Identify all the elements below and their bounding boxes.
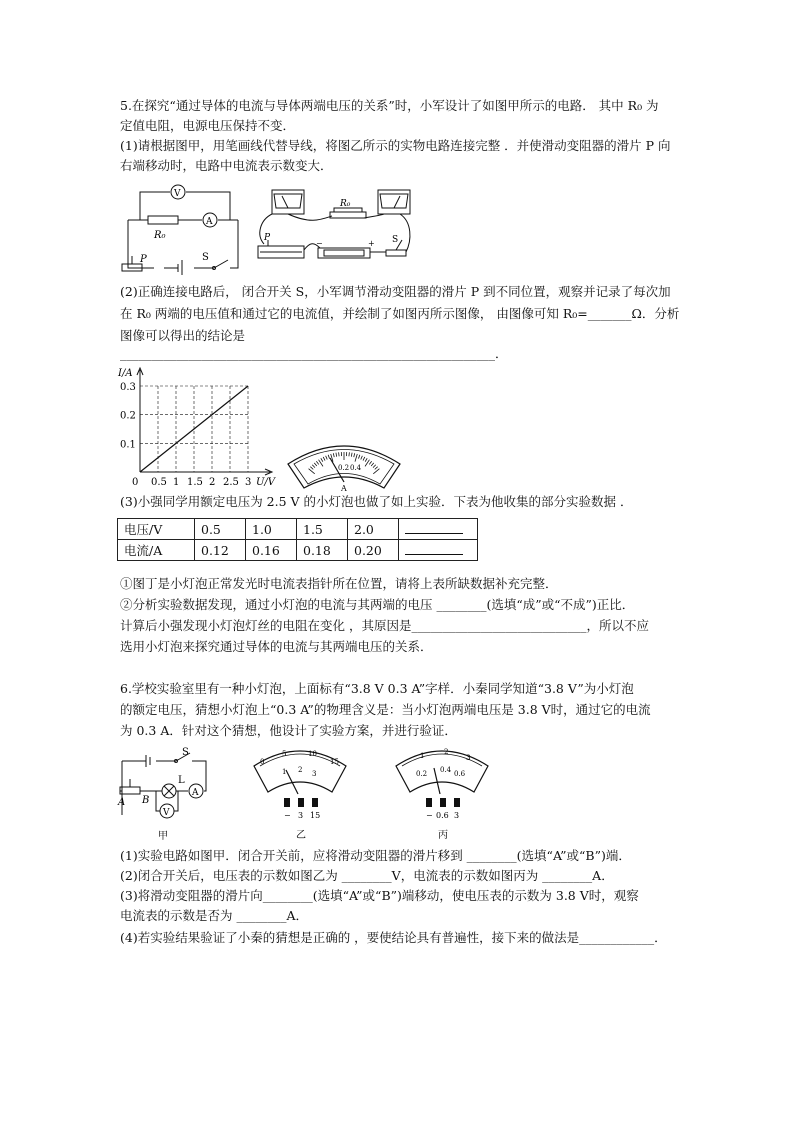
vm-key-1: −	[284, 811, 291, 820]
real-plus-label: +	[368, 239, 375, 248]
table-row-label: 电流/A	[118, 540, 195, 561]
q6-line-5: (2)闭合开关后，电压表的示数如图乙为 ________V，电流表的示数如图丙为 ________A．	[120, 868, 614, 883]
am-key-3: 3	[454, 811, 460, 820]
q6-circuit-l-label: L	[178, 775, 185, 786]
am-terminal-3	[454, 798, 460, 807]
circuit-p-label: P	[140, 254, 147, 265]
q5-line-7: 图像可以得出的结论是	[120, 328, 246, 343]
q6-line-8: (4)若实验结果验证了小秦的猜想是正确的 ，要使结论具有普遍性，接下来的做法是____________．	[120, 930, 667, 945]
am-key-2: 0.6	[436, 811, 449, 820]
table-row	[118, 540, 478, 561]
q6-circuit-v-label: V	[163, 808, 170, 818]
am-sub-2: 0.4	[440, 766, 452, 774]
table-cell: 1.0	[246, 519, 297, 540]
q5-iu-graph	[112, 364, 282, 488]
q6-line-6: (3)将滑动变阻器的滑片向________(选填“A”或“B”)端移动，使电压表的示数为 3.8 V时，观察	[120, 888, 639, 903]
graph-x-label: U/V	[256, 477, 276, 488]
am-terminal-2	[440, 798, 446, 807]
real-minus-label: −	[316, 239, 323, 248]
q6-circuit-a-label: A	[192, 788, 199, 798]
x-tick-label: 0.5	[151, 477, 167, 488]
q6-circuit-s-label: S	[182, 747, 189, 758]
q5-line-3: (1)请根据图甲，用笔画线代替导线，将图乙所示的实物电路连接完整 ．并使滑动变阻器的滑片 P 向	[120, 138, 671, 153]
circuit-a-label: A	[206, 217, 213, 227]
q6-circuit-caption: 甲	[158, 831, 168, 842]
table-cell: 0.16	[246, 540, 297, 561]
y-tick-label: 0.3	[120, 382, 136, 393]
q5-real-circuit	[250, 180, 420, 275]
q5-circuit-diagram	[118, 180, 248, 275]
q6-circuit-pa-label: A	[118, 797, 126, 808]
table-blank-cell[interactable]	[399, 540, 478, 561]
vm-sub-3: 3	[312, 770, 317, 778]
x-tick-label: 1	[173, 477, 180, 488]
vm-terminal-3	[312, 798, 318, 807]
real-r0-label: R₀	[340, 199, 351, 209]
circuit-v-label: V	[174, 189, 181, 199]
table-cell: 1.5	[297, 519, 348, 540]
q6-line-1: 6.学校实验室里有一种小灯泡，上面标有“3.8 V 0.3 A”字样．小秦同学知道“3.8 V”为小灯泡	[120, 681, 634, 696]
vm-tick-5: 5	[282, 750, 287, 758]
q5-data-table	[117, 518, 478, 561]
table-cell: 0.18	[297, 540, 348, 561]
real-p-label: P	[264, 233, 271, 243]
am-sub-1: 0.2	[416, 770, 428, 778]
table-cell: 2.0	[348, 519, 399, 540]
q5-line-13: 选用小灯泡来探究通过导体的电流与其两端电压的关系．	[120, 639, 433, 654]
vm-key-2: 3	[298, 811, 304, 820]
graph-y-label: I/A	[118, 368, 133, 379]
q6-circuit-diagram	[116, 743, 216, 845]
y-tick-label: 0.2	[120, 410, 136, 422]
x-tick-label: 1.5	[187, 477, 203, 488]
am-key-1: −	[426, 811, 433, 820]
q5-line-8: ____________________________________________________________．	[120, 346, 508, 361]
q5-line-9: (3)小强同学用额定电压为 2.5 V 的小灯泡也做了如上实验．下表为他收集的部分实验数据 ．	[120, 494, 633, 509]
x-tick-label: 3	[245, 477, 252, 488]
am-tick-1: 1	[420, 752, 425, 760]
table-cell: 0.20	[348, 540, 399, 561]
q5-line-5: (2)正确连接电路后， 闭合开关 S，小军调节滑动变阻器的滑片 P 到不同位置，观察并记录了每次加	[120, 284, 671, 299]
q6-circuit-pb-label: B	[142, 795, 150, 806]
q6-line-3: 为 0.3 A．针对这个猜想，他设计了实验方案，并进行验证．	[120, 723, 457, 738]
am-sub-3: 0.6	[454, 770, 466, 778]
q5-line-4: 右端移动时，电路中电流表示数变大．	[120, 158, 333, 173]
vm-caption: 乙	[296, 830, 306, 841]
dial-unit: A	[341, 484, 347, 492]
circuit-s-label: S	[202, 252, 209, 263]
q5-line-1: 5.在探究“通过导体的电流与导体两端电压的关系”时，小军设计了如图甲所示的电路． 其中 R₀ 为	[120, 98, 659, 113]
table-row	[118, 519, 478, 540]
x-tick-label: 2.5	[223, 477, 239, 488]
real-s-label: S	[392, 235, 399, 245]
am-terminal-1	[426, 798, 432, 807]
q5-line-12: 计算后小强发现小灯泡灯丝的电阻在变化 ，其原因是____________________________，所以不应	[120, 618, 649, 633]
q6-ammeter	[394, 744, 490, 844]
vm-key-3: 15	[310, 811, 321, 820]
q5-ammeter-dial	[284, 436, 404, 492]
table-blank-cell[interactable]	[399, 519, 478, 540]
dial-label-2: 0.4	[350, 464, 362, 472]
circuit-r0-label: R₀	[154, 230, 166, 241]
am-tick-3: 3	[466, 754, 471, 762]
table-cell: 0.12	[195, 540, 246, 561]
q5-line-11: ②分析实验数据发现，通过小灯泡的电流与其两端的电压 ________(选填“成”或“不成”)正比．	[120, 597, 635, 612]
vm-tick-10: 10	[308, 750, 317, 758]
table-row-label: 电压/V	[118, 519, 195, 540]
y-tick-label: 0.1	[120, 439, 136, 451]
table-cell: 0.5	[195, 519, 246, 540]
dial-label-1: 0.2	[338, 464, 350, 472]
vm-sub-1: 1	[282, 768, 287, 776]
q6-voltmeter	[252, 744, 348, 844]
am-caption: 丙	[438, 830, 448, 841]
q5-line-2: 定值电阻，电源电压保持不变．	[120, 118, 296, 133]
vm-terminal-2	[298, 798, 304, 807]
vm-sub-2: 2	[298, 766, 303, 774]
q5-line-6: 在 R₀ 两端的电压值和通过它的电流值，并绘制了如图丙所示图像， 由图像可知 R₀=_______Ω．分析	[120, 306, 680, 321]
vm-tick-0: 0	[260, 758, 265, 766]
graph-origin-label: 0	[132, 477, 139, 488]
q6-line-2: 的额定电压，猜想小灯泡上“0.3 A”的物理含义是：当小灯泡两端电压是 3.8 V时，通过它的电流	[120, 702, 651, 717]
am-tick-2: 2	[444, 748, 449, 756]
vm-tick-15: 15	[330, 758, 339, 766]
q6-line-4: (1)实验电路如图甲．闭合开关前，应将滑动变阻器的滑片移到 ________(选填“A”或“B”)端．	[120, 848, 631, 863]
vm-terminal-1	[284, 798, 290, 807]
x-tick-label: 2	[209, 477, 216, 488]
q6-line-7: 电流表的示数是否为 ________A．	[120, 908, 309, 923]
q5-line-10: ①图丁是小灯泡正常发光时电流表指针所在位置，请将上表所缺数据补充完整．	[120, 576, 558, 591]
